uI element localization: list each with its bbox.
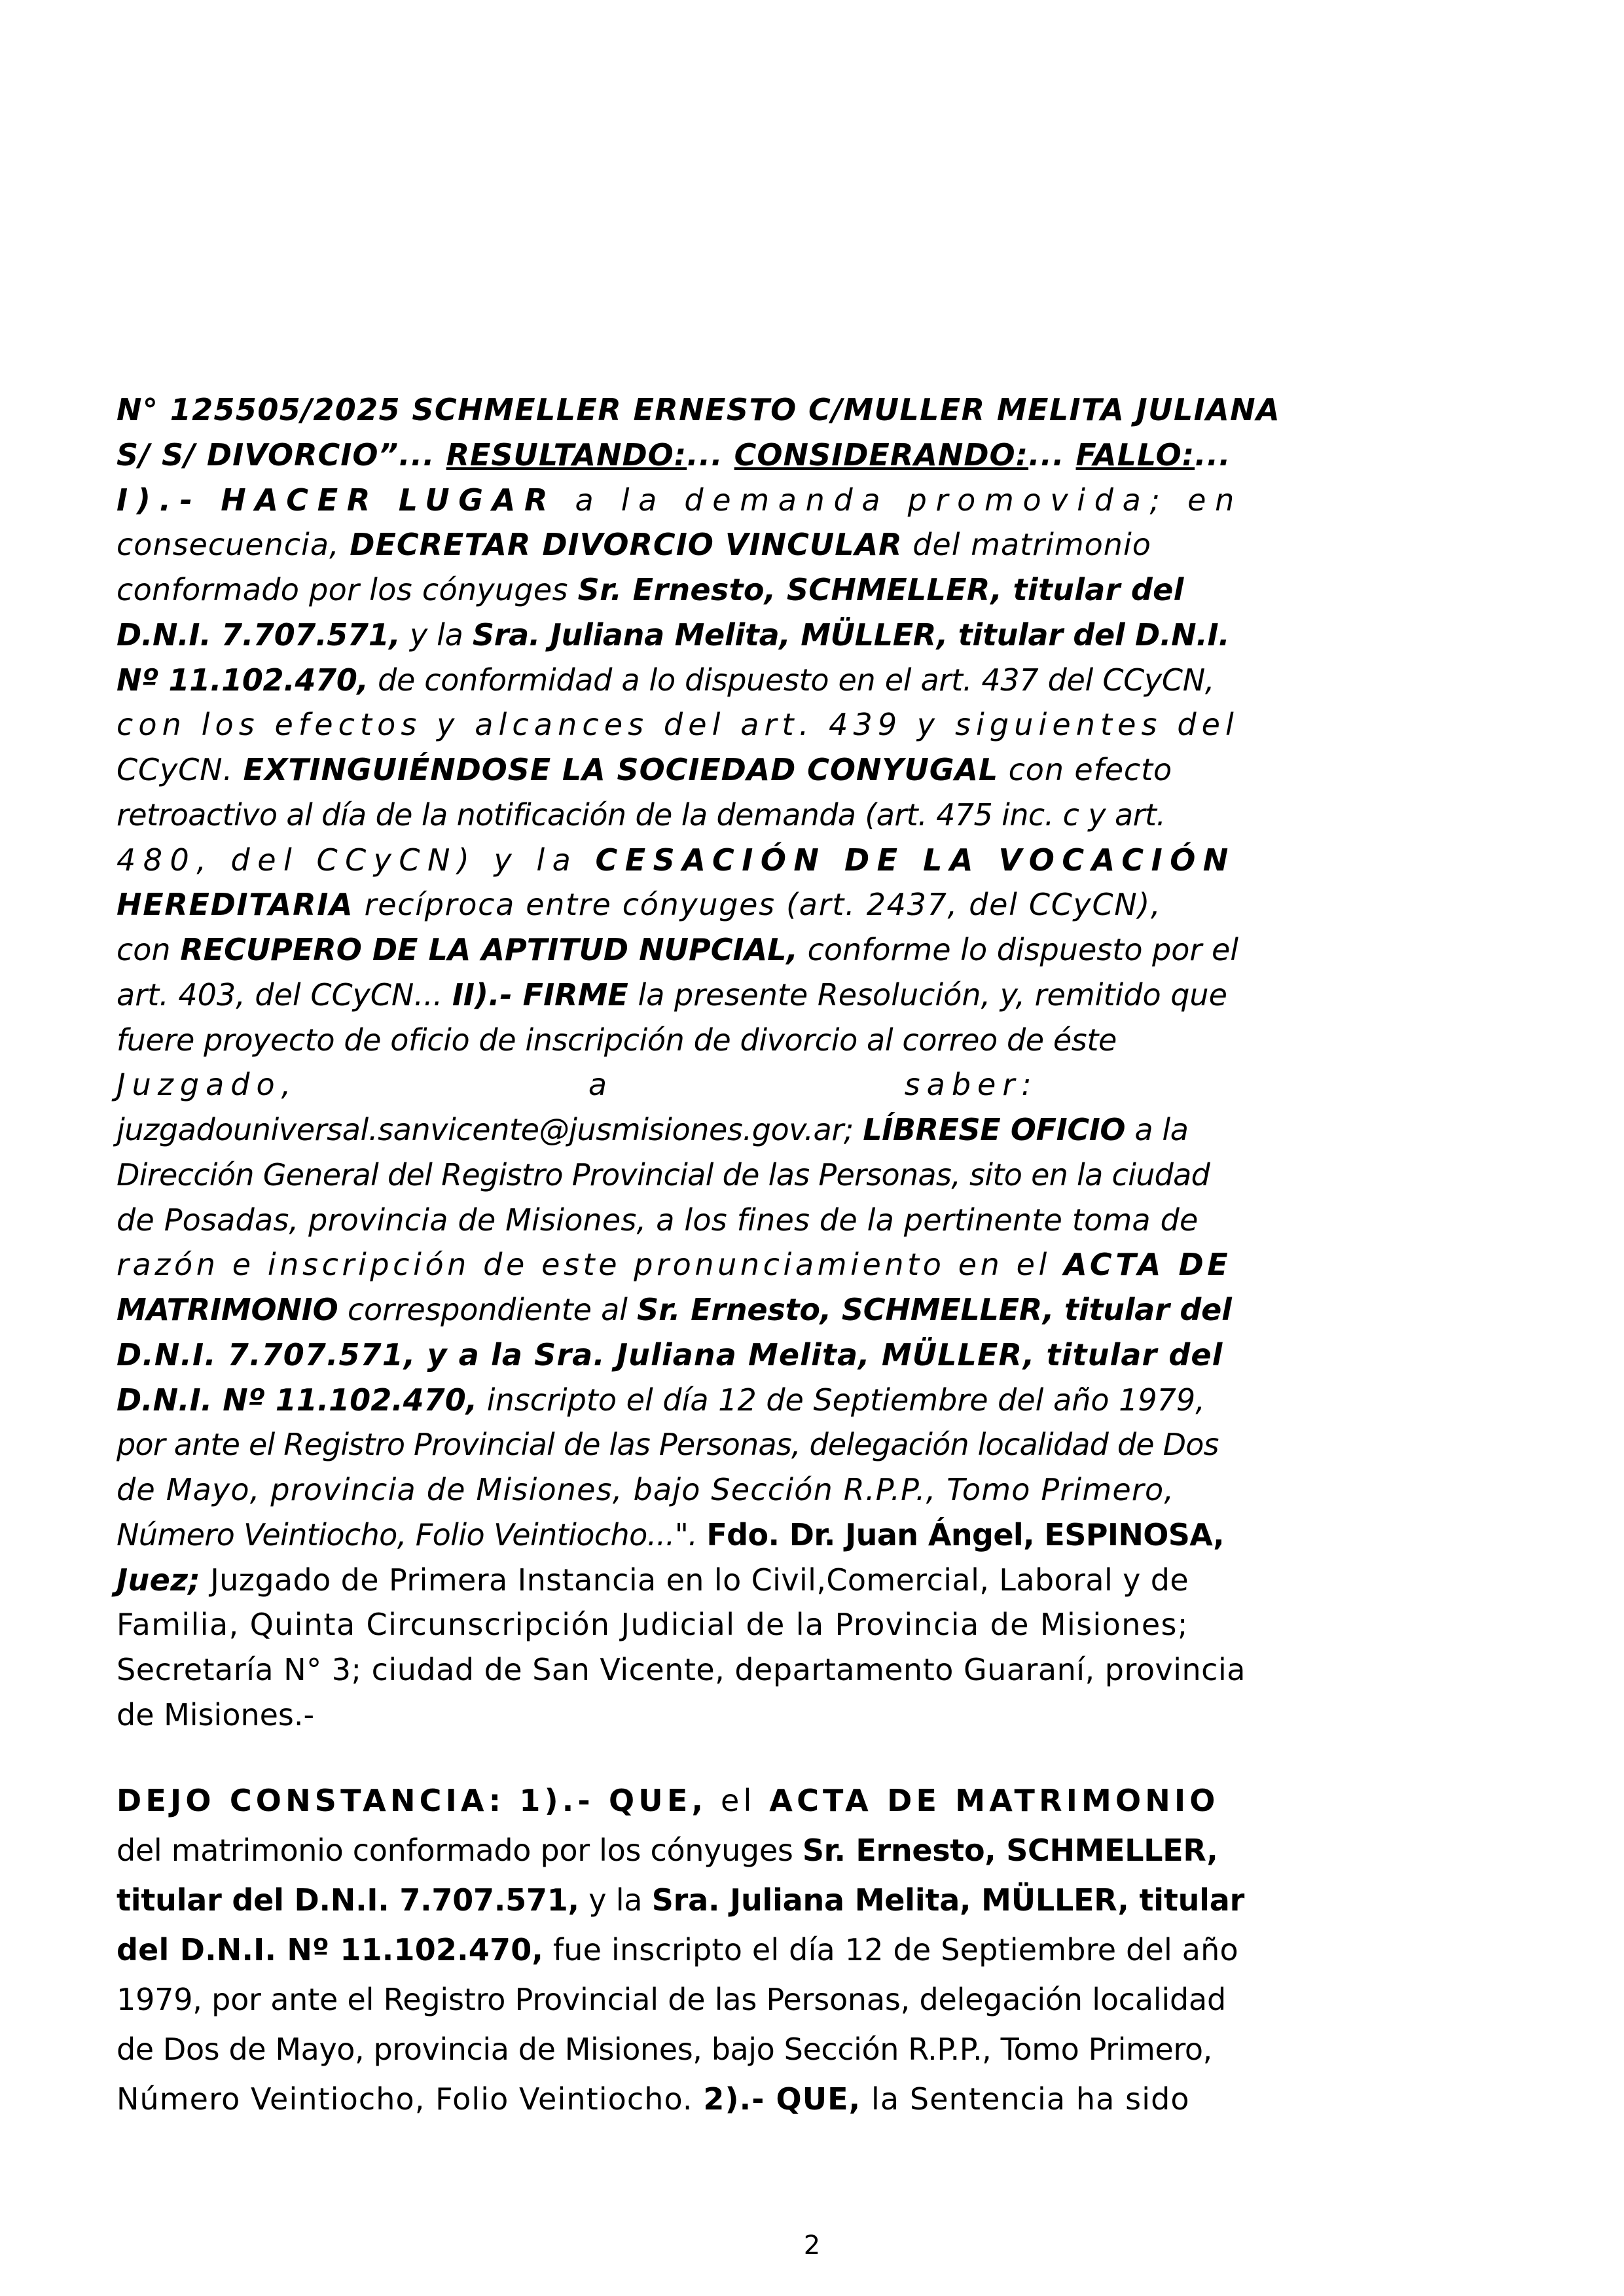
line — [117, 1242, 1248, 1287]
line — [117, 1875, 1248, 1925]
caption-tail: S/ S/ DIVORCIO”... — [117, 437, 435, 473]
line — [117, 522, 1248, 567]
spouse-1: Sr. Ernesto, SCHMELLER, titular del — [637, 1292, 1232, 1327]
ruling-text: conformado por los cónyuges — [117, 572, 568, 607]
line — [117, 1825, 1248, 1875]
hereditary-cessation: CESACIÓN DE LA VOCACIÓN — [595, 842, 1236, 878]
certification-text: la Sentencia ha sido — [871, 2081, 1190, 2117]
line — [117, 567, 1248, 613]
ellipsis: ... — [1195, 437, 1231, 473]
spouse-2: Sra. Juliana Melita, MÜLLER, titular — [651, 1882, 1245, 1918]
resultando-heading: RESULTANDO: — [446, 437, 687, 473]
signature-note: Fdo. Dr. Juan Ángel, ESPINOSA, — [706, 1516, 1225, 1552]
line — [117, 1107, 1248, 1153]
spouse-1-dni: D.N.I. 7.707.571, — [117, 617, 401, 653]
ruling-text: de Mayo, provincia de Misiones, bajo Sección R.P.P., Tomo Primero, — [117, 1472, 1175, 1507]
spouse-1-dni: titular del D.N.I. 7.707.571, — [117, 1882, 579, 1918]
line — [117, 1602, 1248, 1647]
line — [117, 882, 1248, 927]
line — [117, 2024, 1248, 2074]
ruling-text: correspondiente al — [347, 1292, 628, 1327]
ruling-text: a la demanda promovida; en — [575, 482, 1243, 518]
ruling-text: con los efectos y alcances del art. 439 y siguientes del — [117, 707, 1239, 743]
certification-item-2-label: 2).- QUE, — [703, 2081, 861, 2117]
ruling-text: la presente Resolución, y, remitido que — [638, 977, 1227, 1013]
line — [117, 927, 1248, 973]
ruling-text: recíproca entre cónyuges (art. 2437, del CCyCN), — [364, 887, 1162, 923]
line — [117, 1467, 1248, 1513]
ruling-text: inscripto el día 12 de Septiembre del año 1979, — [486, 1382, 1205, 1418]
court-text: Secretaría N° 3; ciudad de San Vicente, departamento Guaraní, provincia — [117, 1652, 1246, 1687]
divorce-decree: DECRETAR DIVORCIO VINCULAR — [350, 527, 903, 563]
line — [117, 747, 1248, 793]
line — [117, 1198, 1248, 1243]
court-email: juzgadouniversal.sanvicente@jusmisiones.gov.ar; — [117, 1112, 854, 1147]
line — [117, 658, 1248, 703]
line — [117, 1647, 1248, 1693]
court-text: de Misiones.- — [117, 1696, 315, 1732]
ruling-text: a la — [1134, 1112, 1189, 1147]
certification-label: DEJO CONSTANCIA: 1).- QUE, — [117, 1782, 708, 1818]
spouse-1: Sr. Ernesto, SCHMELLER, titular del — [577, 572, 1184, 607]
ruling-text: 480, del CCyCN) y la — [117, 842, 579, 878]
ruling-text: conforme lo dispuesto por el — [807, 932, 1239, 967]
document-body — [117, 387, 1281, 2124]
line — [117, 1378, 1248, 1423]
certification-text: y la — [588, 1882, 643, 1918]
page-number: 2 — [803, 2231, 821, 2261]
certification-text: fue inscripto el día 12 de Septiembre del año — [552, 1931, 1238, 1967]
line — [117, 793, 1248, 838]
spouse-pair: D.N.I. 7.707.571, y a la Sra. Juliana Melita, MÜLLER, titular del — [117, 1336, 1223, 1372]
line — [117, 1333, 1248, 1378]
line — [117, 1422, 1248, 1467]
spouse-2-dni: Nº 11.102.470, — [117, 662, 369, 698]
court-text: Familia, Quinta Circunscripción Judicial de la Provincia de Misiones; — [117, 1607, 1189, 1643]
ruling-text: a — [588, 1067, 614, 1103]
line — [117, 478, 1248, 523]
line — [117, 838, 1248, 883]
ruling-item-1-label: I).- HACER LUGAR — [117, 482, 557, 518]
line — [117, 1776, 1248, 1825]
fallo-heading: FALLO: — [1075, 437, 1195, 473]
line — [117, 702, 1248, 747]
spouse-1: Sr. Ernesto, SCHMELLER, — [802, 1832, 1218, 1868]
line — [117, 1062, 1248, 1107]
spouse-2-dni: D.N.I. Nº 11.102.470, — [117, 1382, 478, 1418]
ruling-text: retroactivo al día de la notificación de la demanda (art. 475 inc. c y art. — [117, 797, 1166, 833]
line — [117, 1018, 1248, 1063]
court-text: Juzgado de Primera Instancia en lo Civil,Comercial, Laboral y de — [210, 1562, 1189, 1598]
ruling-item-2-label: II).- FIRME — [452, 977, 628, 1013]
line — [117, 1975, 1248, 2024]
ruling-text: fuere proyecto de oficio de inscripción de divorcio al correo de éste — [117, 1022, 1117, 1058]
line — [117, 433, 1248, 478]
certification-paragraph — [117, 1776, 1248, 2124]
marriage-certificate: ACTA DE MATRIMONIO — [769, 1782, 1219, 1818]
ruling-text: con efecto — [1008, 752, 1173, 787]
spouse-2: Sra. Juliana Melita, MÜLLER, titular del D.N.I. — [472, 617, 1230, 653]
considerando-heading: CONSIDERANDO: — [734, 437, 1029, 473]
ruling-text: Dirección General del Registro Provincial de las Personas, sito en la ciudad — [117, 1157, 1210, 1193]
ruling-text: saber: — [904, 1067, 1038, 1103]
ellipsis: ... — [1028, 437, 1065, 473]
spouse-2-dni: del D.N.I. Nº 11.102.470, — [117, 1931, 544, 1967]
ruling-text: razón e inscripción de este pronunciamiento en el — [117, 1247, 1051, 1283]
ruling-text: Juzgado, — [117, 1067, 298, 1103]
ruling-text: con — [117, 932, 171, 967]
ruling-text: del matrimonio — [912, 527, 1151, 563]
line — [117, 1693, 1248, 1738]
ruling-text: de Posadas, provincia de Misiones, a los fines de la pertinente toma de — [117, 1202, 1199, 1238]
judge-title: Juez; — [117, 1562, 201, 1598]
ruling-text: CCyCN. — [117, 752, 234, 787]
line — [117, 1513, 1248, 1558]
certification-text: 1979, por ante el Registro Provincial de las Personas, delegación localidad — [117, 1981, 1226, 2017]
marriage-certificate: MATRIMONIO — [117, 1292, 338, 1327]
ruling-text: y la — [409, 617, 463, 653]
case-caption: N° 125505/2025 SCHMELLER ERNESTO C/MULLER MELITA JULIANA — [117, 392, 1281, 427]
ellipsis: ... — [687, 437, 723, 473]
nuptial-aptitude: RECUPERO DE LA APTITUD NUPCIAL, — [180, 932, 798, 967]
conjugal-society-extinction: EXTINGUIÉNDOSE LA SOCIEDAD CONYUGAL — [243, 752, 999, 787]
line — [117, 387, 1281, 433]
line — [117, 973, 1248, 1018]
ruling-text: de conformidad a lo dispuesto en el art. 437 del CCyCN, — [378, 662, 1215, 698]
hereditary: HEREDITARIA — [117, 887, 354, 923]
certification-text: Número Veintiocho, Folio Veintiocho. — [117, 2081, 693, 2117]
certification-text: del matrimonio conformado por los cónyuges — [117, 1832, 793, 1868]
line — [117, 1558, 1248, 1603]
ruling-text: Número Veintiocho, Folio Veintiocho...". — [117, 1516, 698, 1552]
ruling-text: consecuencia, — [117, 527, 340, 563]
line — [117, 1925, 1248, 1975]
line — [117, 2074, 1248, 2124]
line — [117, 613, 1248, 658]
marriage-certificate: ACTA DE — [1064, 1247, 1232, 1283]
ruling-text: art. 403, del CCyCN... — [117, 977, 443, 1013]
line — [117, 1153, 1248, 1198]
ruling-text: por ante el Registro Provincial de las Personas, delegación localidad de Dos — [117, 1427, 1219, 1463]
certification-text: el — [720, 1782, 756, 1818]
certification-text: de Dos de Mayo, provincia de Misiones, bajo Sección R.P.P., Tomo Primero, — [117, 2031, 1212, 2067]
line — [117, 1287, 1248, 1333]
issue-notice: LÍBRESE OFICIO — [863, 1112, 1126, 1147]
ruling-paragraph — [117, 387, 1281, 1738]
